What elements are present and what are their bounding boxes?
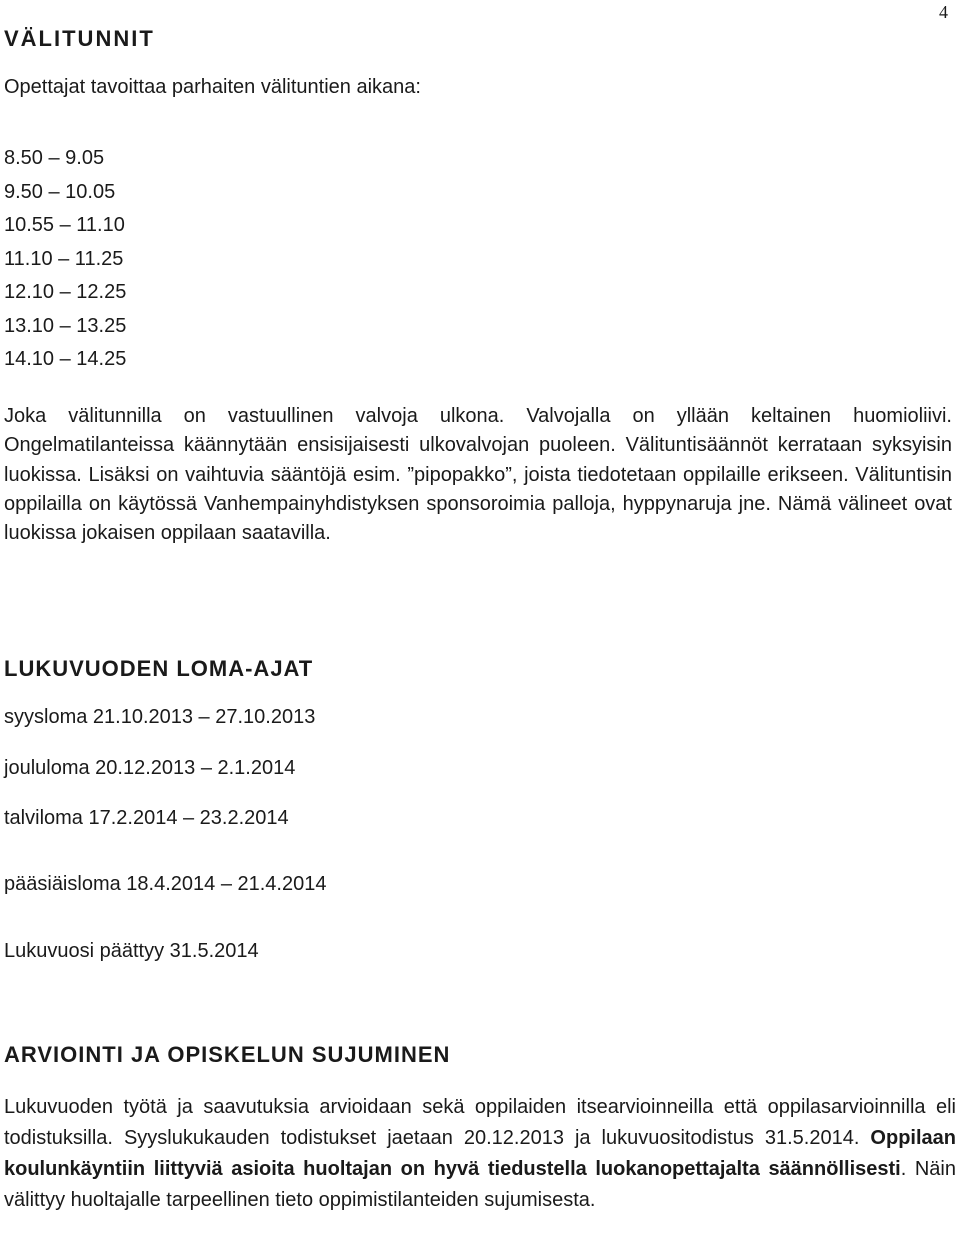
valitunnit-intro: Opettajat tavoittaa parhaiten välituntien aikana: <box>4 76 421 98</box>
heading-loma-ajat: LUKUVUODEN LOMA-AJAT <box>4 656 314 681</box>
break-time: 12.10 – 12.25 <box>4 281 127 303</box>
break-time: 14.10 – 14.25 <box>4 348 127 370</box>
valitunnit-paragraph: Joka välitunnilla on vastuullinen valvoja ulkona. Valvojalla on yllään keltainen huomioliivi. Ongelmatilanteissa käännytään ensisijaisesti ulkovalvojan puoleen. Välituntisäännöt kerrataan syksyisin luokissa. Lisäksi on vaihtuvia sääntöjä esim. ”pipopakko”, joista tiedotetaan oppilaille erikseen. Välituntisin oppilailla on käytössä Vanhempainyhdistyksen sponsoroimia palloja, hyppynaruja jne. Nämä välineet ovat luokissa jokaisen oppilaan saatavilla. <box>4 405 952 545</box>
break-time: 8.50 – 9.05 <box>4 147 105 169</box>
heading-valitunnit: VÄLITUNNIT <box>4 26 155 51</box>
break-time: 13.10 – 13.25 <box>4 314 127 337</box>
break-time: 10.55 – 11.10 <box>4 214 125 236</box>
school-year-end: Lukuvuosi päättyy 31.5.2014 <box>4 940 259 962</box>
break-time: 9.50 – 10.05 <box>4 180 116 203</box>
heading-arviointi: ARVIOINTI JA OPISKELUN SUJUMINEN <box>4 1042 451 1067</box>
arviointi-text-end: . Näin välittyy huoltajalle tarpeellinen tieto oppimistilanteiden sujumisesta. <box>4 1158 957 1211</box>
holiday-line: syysloma 21.10.2013 – 27.10.2013 <box>4 706 316 728</box>
holiday-line: joululoma 20.12.2013 – 2.1.2014 <box>4 757 296 779</box>
arviointi-bold-text: Oppilaan koulunkäyntiin liittyviä asioita huoltajan on hyvä tiedustella luokanopettajalta säännöllisesti <box>4 1127 956 1180</box>
arviointi-paragraph <box>4 1092 956 1216</box>
holiday-line: pääsiäisloma 18.4.2014 – 21.4.2014 <box>4 873 327 895</box>
holiday-line: talviloma 17.2.2014 – 23.2.2014 <box>4 807 289 829</box>
page-number: 4 <box>939 2 948 22</box>
arviointi-text: Lukuvuoden työtä ja saavutuksia arvioidaan sekä oppilaiden itsearvioinneilla että oppilasarvioinnilla eli todistuksilla. Syyslukukauden todistukset jaetaan 20.12.2013 ja lukuvuositodistus 31.5.2014. <box>4 1096 956 1149</box>
break-time: 11.10 – 11.25 <box>4 247 124 270</box>
break-times-list <box>4 142 126 377</box>
